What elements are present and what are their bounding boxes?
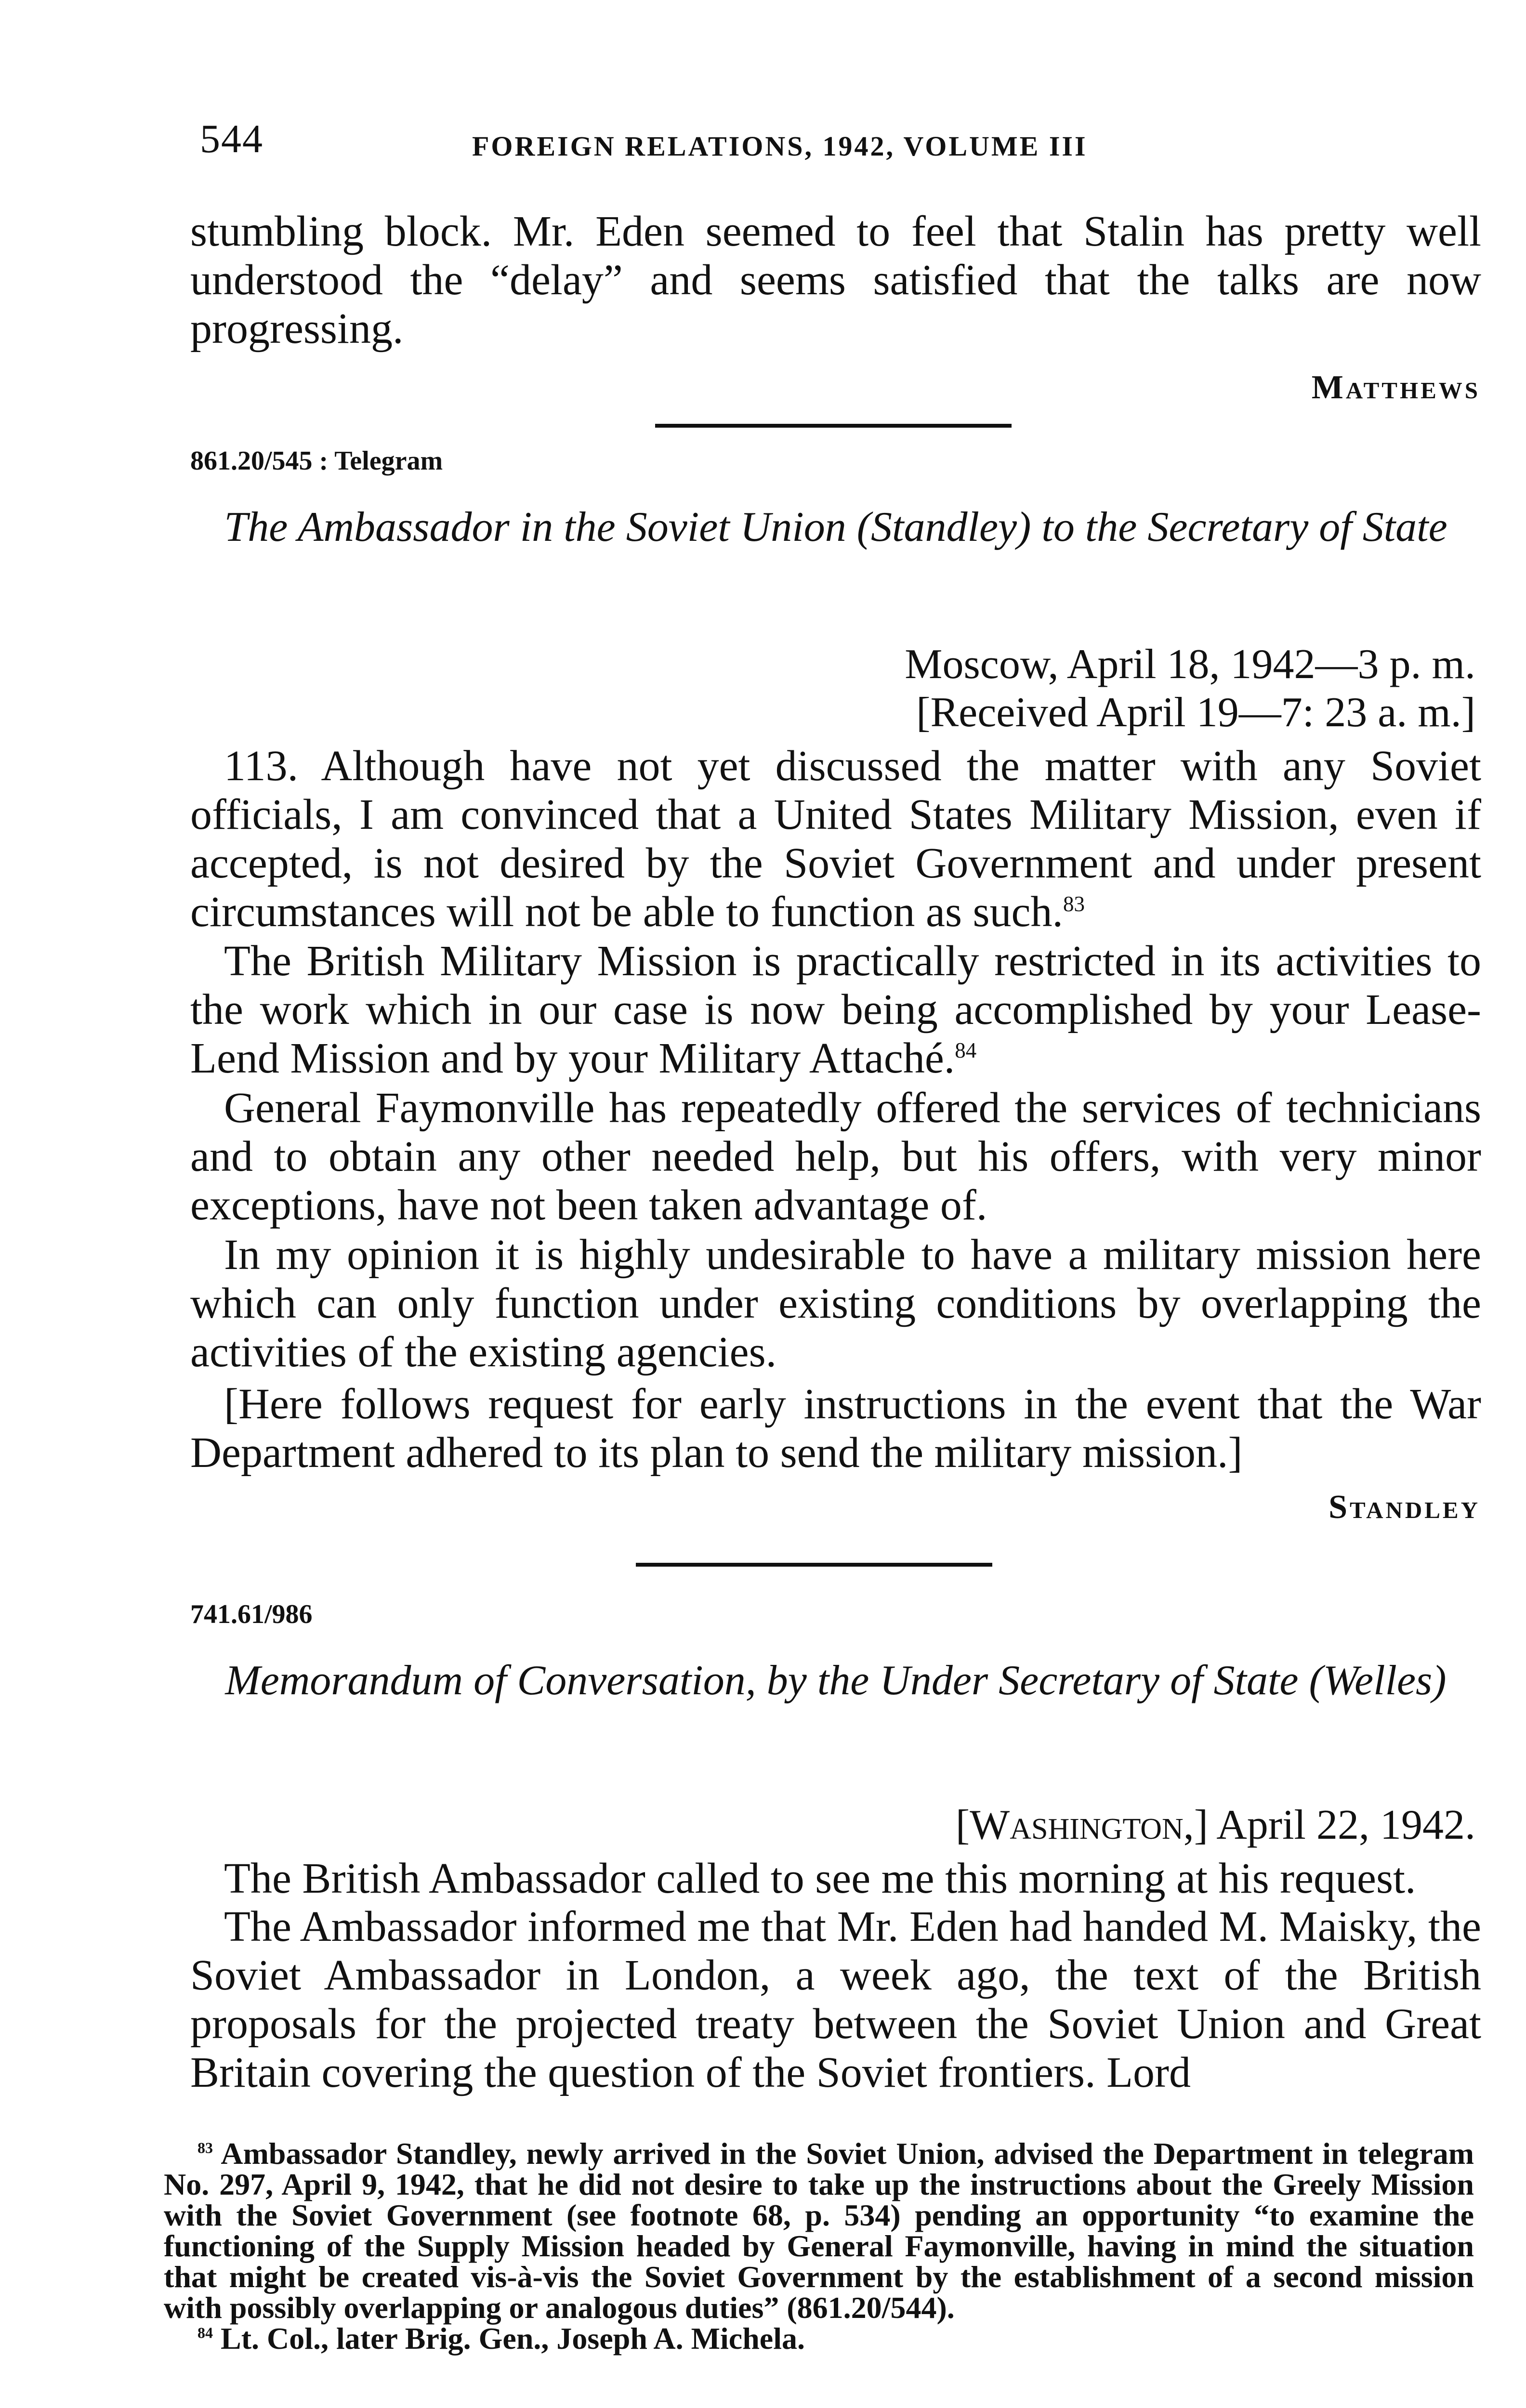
document-title: Memorandum of Conversation, by the Under Secretary of State (Welles): [225, 1657, 1447, 1704]
page-number: 544: [200, 117, 263, 161]
dateline: Moscow, April 18, 1942—3 p. m.: [905, 641, 1475, 688]
document-title: The Ambassador in the Soviet Union (Standley) to the Secretary of State: [224, 504, 1447, 550]
telegram-paragraph: [Here follows request for early instructions in the event that the War Department adhered to its plan to send the military mission.]: [190, 1380, 1481, 1477]
section-divider: [655, 424, 1012, 428]
continued-paragraph: stumbling block. Mr. Eden seemed to feel that Stalin has pretty well understood the “delay” and seems satisfied that the talks are now progressing.: [190, 208, 1481, 353]
running-title: FOREIGN RELATIONS, 1942, VOLUME III: [472, 131, 1088, 162]
telegram-paragraph: General Faymonville has repeatedly offered the services of technicians and to obtain any other needed help, but his offers, with very minor exceptions, have not been taken advantage of.: [190, 1084, 1481, 1229]
signature-matthews: Matthews: [1311, 369, 1480, 406]
dateline: [Washington,] April 22, 1942.: [955, 1802, 1475, 1848]
file-reference: 861.20/545 : Telegram: [190, 446, 443, 476]
telegram-paragraph: In my opinion it is highly undesirable to have a military mission here which can only function under existing conditions by overlapping the activities of the existing agencies.: [190, 1231, 1481, 1376]
file-reference: 741.61/986: [190, 1599, 313, 1629]
telegram-paragraph: 113. Although have not yet discussed the matter with any Soviet officials, I am convinced that a United States Military Mission, even if accepted, is not desired by the Soviet Government and under present circumstances will not be able to function as such.$^{83}$: [190, 742, 1481, 936]
telegram-paragraph: The British Military Mission is practically restricted in its activities to the work which in our case is now being accomplished by your Lease-Lend Mission and by your Military Attaché.$^{84}$: [190, 937, 1481, 1082]
memorandum-paragraph: The Ambassador informed me that Mr. Eden had handed M. Maisky, the Soviet Ambassador in London, a week ago, the text of the British proposals for the projected treaty between the Soviet Union and Great Britain covering the question of the Soviet frontiers. Lord: [190, 1903, 1481, 2096]
footnote-ref: 83: [1063, 892, 1085, 916]
received-line: [Received April 19—7: 23 a. m.]: [916, 689, 1475, 736]
section-divider: [636, 1563, 992, 1567]
footnote-ref: 84: [955, 1038, 977, 1062]
footnotes: [164, 2138, 1474, 2354]
footnote: $^{83}$ Ambassador Standley, newly arrived in the Soviet Union, advised the Department in telegram No. 297, April 9, 1942, that he did not desire to take up the instructions about the Greely Mission with the Soviet Government (see footnote 68, p. 534) pending an opportunity “to examine the functioning of the Supply Mission headed by General Faymonville, having in mind the situation that might be created vis-à-vis the Soviet Government by the establishment of a second mission with possibly overlapping or analogous duties” (861.20/544).: [164, 2136, 1474, 2325]
footnote: $^{84}$ Lt. Col., later Brig. Gen., Joseph A. Michela.: [197, 2321, 805, 2356]
memorandum-paragraph: The British Ambassador called to see me this morning at his request.: [224, 1855, 1416, 1902]
signature-standley: Standley: [1329, 1489, 1480, 1526]
